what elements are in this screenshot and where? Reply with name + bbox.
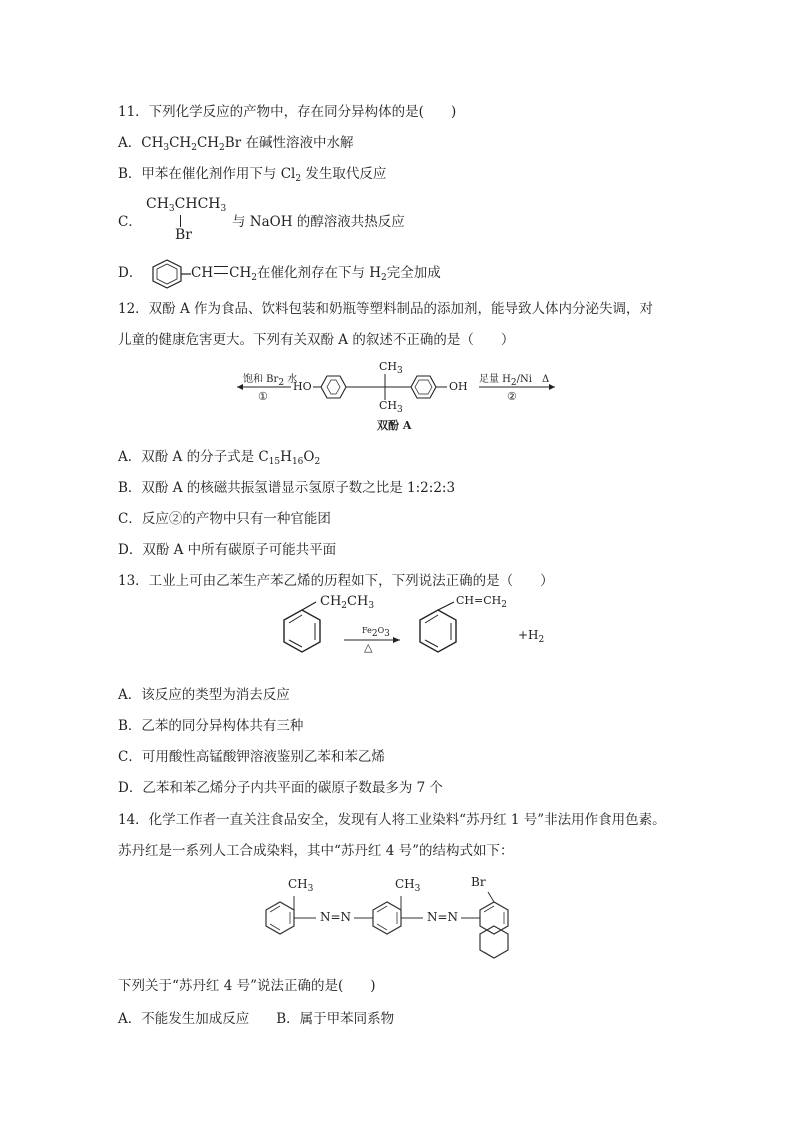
q12-option-a: A．双酚 A 的分子式是 $C_{15}H_{16}O_2$ xyxy=(118,449,321,467)
q12-option-b: B．双酚 A 的核磁共振氢谱显示氢原子数之比是 1:2:2:3 xyxy=(118,480,456,496)
catalyst-label: $Fe_2O_3$ xyxy=(362,626,390,639)
q13-option-a: A．该反应的类型为消去反应 xyxy=(118,687,290,703)
q14-stem-line2: 苏丹红是一系列人工合成染料，其中“苏丹红 4 号”的结构式如下： xyxy=(118,843,514,859)
step-1-label: ① xyxy=(258,390,268,403)
bromo-label: Br xyxy=(175,227,192,243)
q11-option-c-structure xyxy=(146,196,241,248)
q14-stem-line3: 下列关于“苏丹红 4 号”说法正确的是( ) xyxy=(118,978,376,994)
azo-group-1: N=N xyxy=(320,910,352,924)
q13-option-c: C．可用酸性高锰酸钾溶液鉴别乙苯和苯乙烯 xyxy=(118,749,385,765)
bisphenol-a-scheme xyxy=(233,362,563,434)
bromopropane-top-formula: $CH_3CHCH_3$ xyxy=(146,196,227,214)
q12-stem-line1: 12．双酚 A 作为食品、饮料包装和奶瓶等塑料制品的添加剂，能导致人体内分泌失调，对 xyxy=(118,301,654,317)
q11-stem: 11．下列化学反应的产物中，存在同分异构体的是( ) xyxy=(118,104,457,120)
q11-option-d-label: D． xyxy=(118,265,143,281)
hydroxyl-right: OH xyxy=(449,380,468,393)
heat-symbol: △ xyxy=(364,641,373,654)
methyl-1: $CH_3$ xyxy=(288,877,314,894)
step-2-label: ② xyxy=(507,390,517,403)
methyl-top: $CH_3$ xyxy=(379,360,403,376)
q13-option-d: D．乙苯和苯乙烯分子内共平面的碳原子数最多为 7 个 xyxy=(118,780,443,796)
q11-option-d-text: CH $CH_2$在催化剂存在下与 $H_2$完全加成 xyxy=(191,265,441,283)
styrene-scheme xyxy=(262,594,562,672)
q13-option-b: B．乙苯的同分异构体共有三种 xyxy=(118,718,304,734)
q11-option-a: A．$CH_3CH_2CH_2Br$ 在碱性溶液中水解 xyxy=(118,135,354,153)
bisphenol-a-name: 双酚 A xyxy=(377,419,412,432)
ethyl-group: $CH_2CH_3$ xyxy=(320,594,375,611)
azo-group-2: N=N xyxy=(427,910,459,924)
benzene-ring-icon xyxy=(143,258,191,290)
q12-option-d: D．双酚 A 中所有碳原子可能共平面 xyxy=(118,542,337,558)
q13-stem: 13．工业上可由乙苯生产苯乙烯的历程如下，下列说法正确的是（ ） xyxy=(118,573,554,589)
sudan-iv-structure xyxy=(258,872,548,972)
q14-stem-line1: 14．化学工作者一直关注食品安全，发现有人将工业染料“苏丹红 1 号”非法用作食用色素。 xyxy=(118,812,666,828)
bromine-water-reagent: 饱和 $Br_2$ 水 xyxy=(243,374,298,388)
methyl-2: $CH_3$ xyxy=(395,877,421,894)
q11-option-c-text: 与 NaOH 的醇溶液共热反应 xyxy=(232,214,405,230)
q12-option-c: C．反应②的产物中只有一种官能团 xyxy=(118,511,331,527)
vinyl-group: $CH=CH_2$ xyxy=(456,594,507,610)
styrene-reaction-structure xyxy=(262,600,562,672)
bromo-substituent: Br xyxy=(471,875,486,889)
hydroxyl-left: HO xyxy=(293,380,312,393)
hydrogen-product: $+H_2$ xyxy=(518,628,545,645)
q14-options-ab: A．不能发生加成反应 B．属于甲苯同系物 xyxy=(118,1011,395,1027)
double-bond xyxy=(214,266,228,274)
bond-line xyxy=(180,215,181,227)
hydrogenation-reagent: 足量 $H_2/Ni$ Δ xyxy=(479,374,550,388)
methyl-bottom: $CH_3$ xyxy=(379,399,403,415)
q11-option-b: B．甲苯在催化剂作用下与 $Cl_2$ 发生取代反应 xyxy=(118,166,387,184)
q12-stem-line2: 儿童的健康危害更大。下列有关双酚 A 的叙述不正确的是（ ） xyxy=(118,332,515,348)
q11-option-c-label: C． xyxy=(118,214,142,230)
